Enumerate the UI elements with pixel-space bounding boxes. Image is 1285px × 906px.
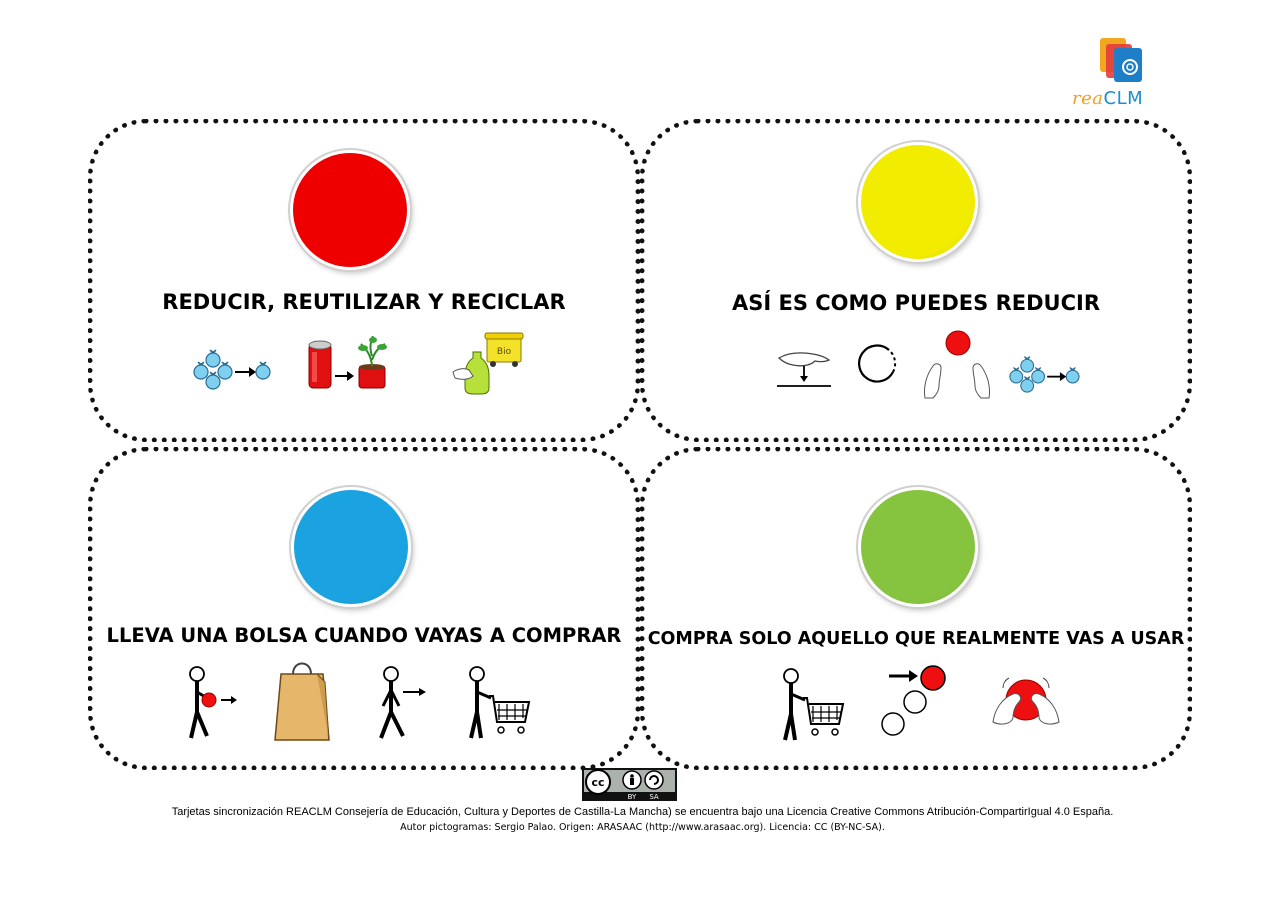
cc-icon-label: cc — [591, 776, 605, 789]
card-reduce-reuse-recycle — [88, 119, 640, 442]
sa-share-alike-icon — [645, 771, 663, 789]
blue-circle — [291, 487, 411, 607]
card-buy-only-what-you-use — [640, 447, 1192, 770]
lower-hand-pictogram-icon — [775, 342, 833, 392]
license-footer-text: Tarjetas sincronización REACLM Consejería de Educación, Cultura y Deportes de Castilla-La Mancha) se encuentra bajo una Licencia Creative Commons Atribución-CompartirIgual 4.0 España. — [171, 806, 1114, 818]
reaclm-logo-icon — [1068, 36, 1148, 88]
pictogram-credits-text: Autor pictogramas: Sergio Palao. Origen: ARASAAC (http://www.arasaac.org). Licencia: CC (BY-NC-SA). — [400, 822, 885, 833]
card-bring-a-bag — [88, 447, 640, 770]
hands-squeeze-ball-pictogram-icon — [989, 668, 1063, 732]
select-one-circle-pictogram-icon — [873, 662, 955, 744]
hands-red-ball-pictogram-icon — [921, 330, 993, 400]
bin-label: Bio — [496, 347, 512, 357]
card-title: COMPRA SOLO AQUELLO QUE REALMENTE VAS A USAR — [647, 629, 1185, 649]
red-circle — [290, 150, 410, 270]
card-title: ASÍ ES COMO PUEDES REDUCIR — [731, 291, 1100, 315]
recycle-bottle-bin-pictogram-icon — [451, 330, 525, 396]
reduce-bags-pictogram-icon — [1009, 350, 1089, 396]
paper-bag-pictogram-icon — [273, 658, 333, 744]
reaclm-logo — [1068, 36, 1178, 112]
card-title: LLEVA UNA BOLSA CUANDO VAYAS A COMPRAR — [106, 624, 622, 647]
logo-text-a: rea — [1072, 88, 1104, 109]
partial-circle-pictogram-icon — [853, 342, 899, 388]
reduce-bags-pictogram-icon — [193, 344, 281, 392]
person-shopping-cart-pictogram-icon — [463, 664, 531, 744]
creative-commons-license-badge — [582, 768, 677, 801]
green-circle — [858, 487, 978, 607]
sa-label: SA — [649, 793, 659, 801]
reuse-can-plant-pictogram-icon — [305, 336, 391, 394]
card-how-to-reduce — [640, 119, 1192, 442]
reaclm-logo-text — [1072, 88, 1143, 109]
person-carry-ball-pictogram-icon — [181, 664, 243, 744]
person-walking-pictogram-icon — [375, 664, 437, 744]
person-shopping-cart-pictogram-icon — [777, 666, 845, 746]
yellow-circle — [858, 142, 978, 262]
by-label: BY — [627, 793, 637, 801]
logo-text-b: CLM — [1103, 88, 1144, 109]
card-title: REDUCIR, REUTILIZAR Y RECICLAR — [162, 290, 566, 314]
